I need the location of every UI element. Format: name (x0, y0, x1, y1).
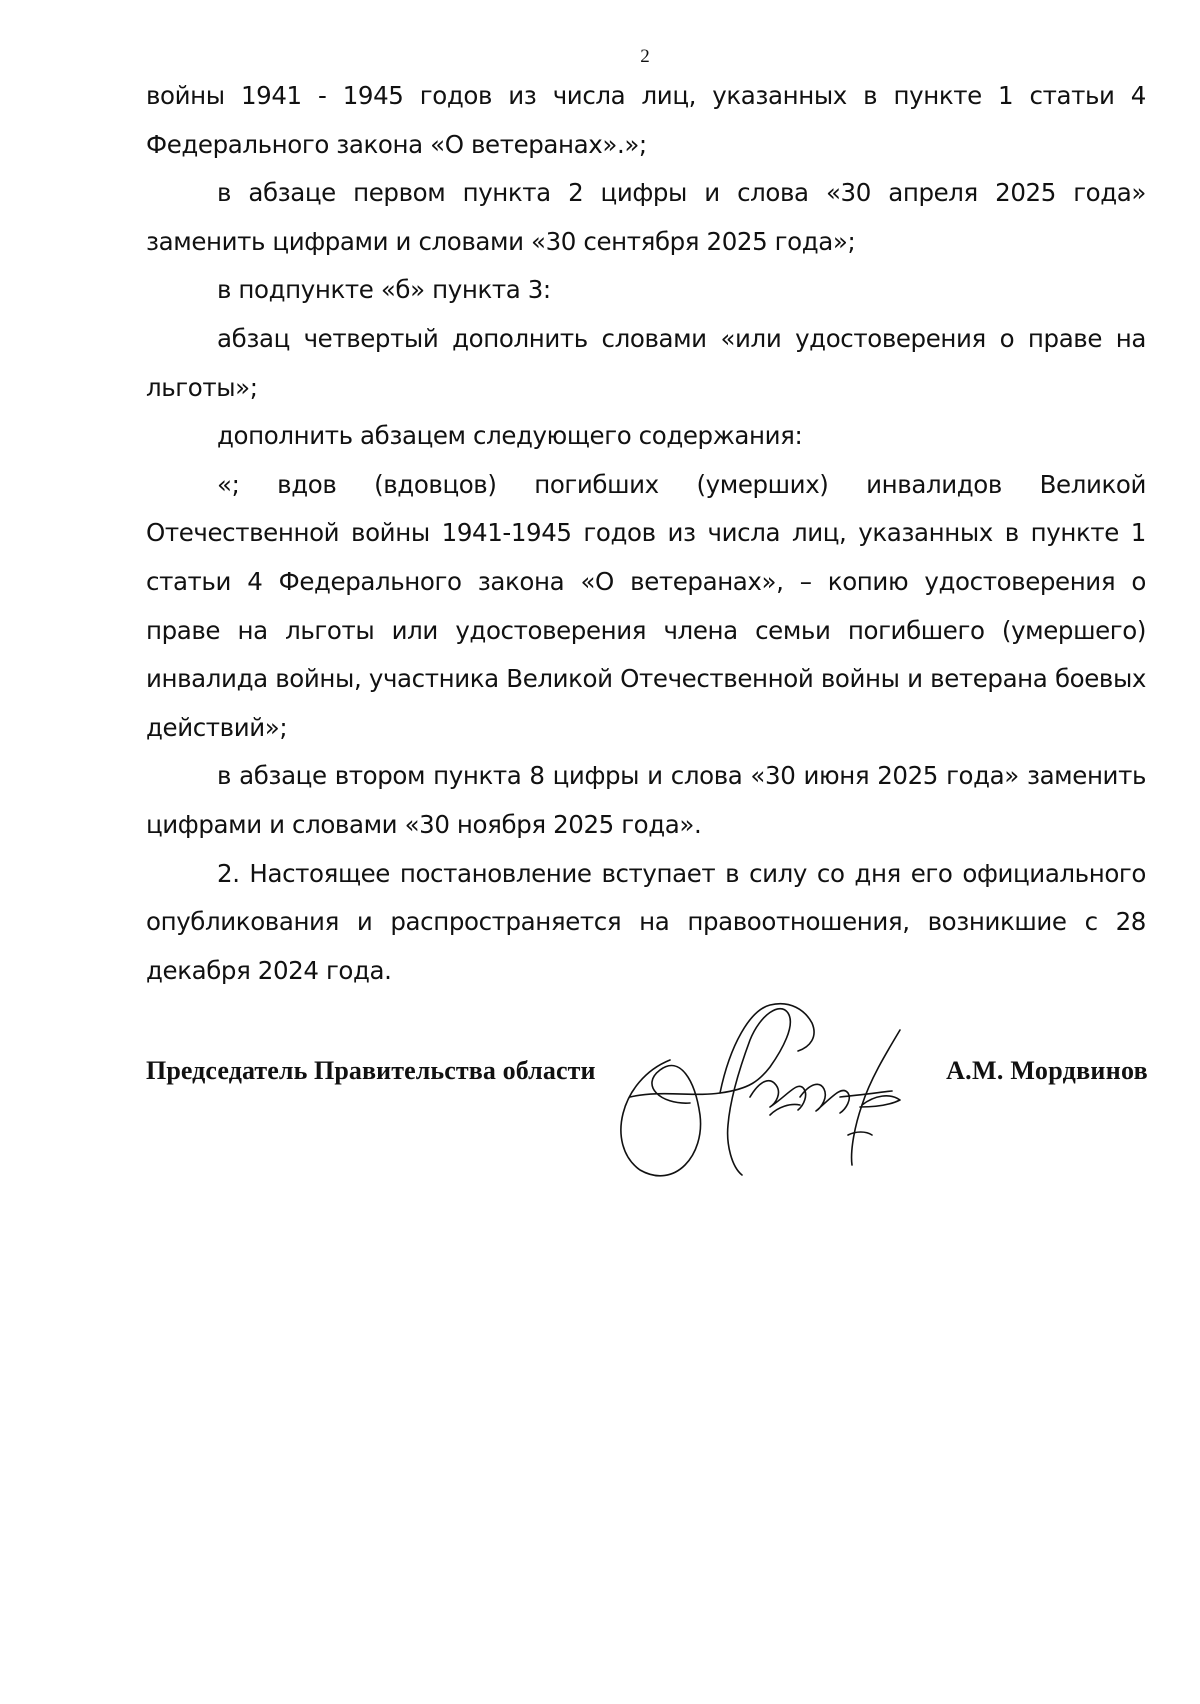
signatory-name: А.М. Мордвинов (946, 1056, 1148, 1085)
paragraph-amendment-point-8: в абзаце втором пункта 8 цифры и слова «30 июня 2025 года» заменить цифрами и словами «30 ноября 2025 года». (146, 761, 1146, 839)
paragraph-amendment-point-2: в абзаце первом пункта 2 цифры и слова «30 апреля 2025 года» заменить цифрами и словами «30 сентября 2025 года»; (146, 178, 1146, 256)
paragraph-new-content: «; вдов (вдовцов) погибших (умерших) инвалидов Великой Отечественной войны 1941-1945 годов из числа лиц, указанных в пункте 1 статьи 4 Федерального закона «О ветеранах», – копию удостоверения о праве на льготы или удостоверения члена семьи погибшего (умершего) инвалида войны, участника Великой Отечественной войны и ветерана боевых действий»; (146, 469, 1146, 742)
paragraph-fourth-abzac: абзац четвертый дополнить словами «или удостоверения о праве на льготы»; (146, 323, 1146, 402)
handwritten-signature (600, 985, 940, 1195)
paragraph-continuation: войны 1941 - 1945 годов из числа лиц, указанных в пункте 1 статьи 4 Федерального закона «О ветеранах».»; (146, 81, 1146, 159)
paragraph-entry-into-force: 2. Настоящее постановление вступает в силу со дня его официального опубликования и распространяется на правоотношения, возникшие с 28 декабря 2024 года. (146, 858, 1146, 985)
paragraph-add-abzac: дополнить абзацем следующего содержания: (217, 421, 803, 451)
document-body (146, 72, 1146, 995)
page-number: 2 (640, 46, 650, 67)
signatory-title: Председатель Правительства области (146, 1056, 596, 1085)
paragraph-subpoint-b: в подпункте «б» пункта 3: (217, 275, 551, 305)
